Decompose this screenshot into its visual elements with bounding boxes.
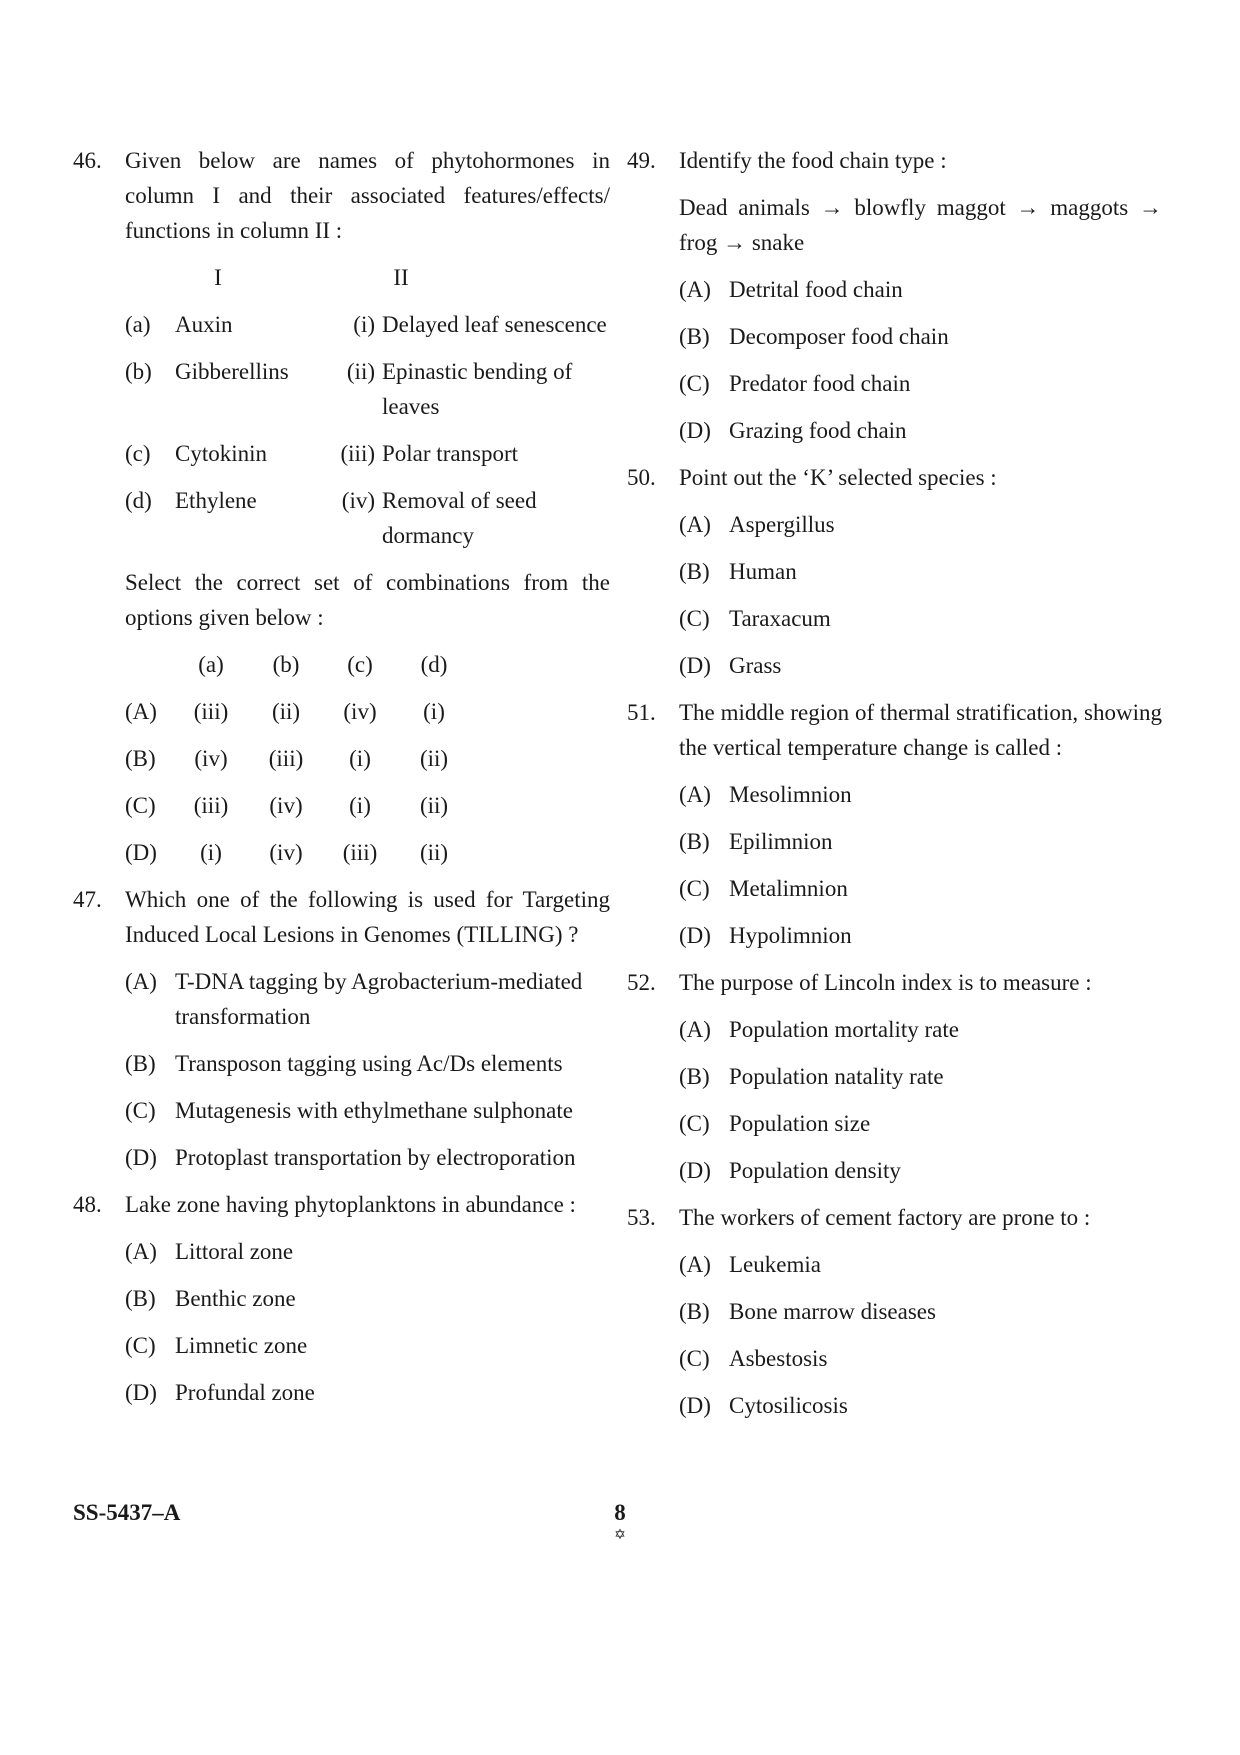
combo-value: (i)	[349, 793, 371, 818]
option-d[interactable]	[679, 1388, 1162, 1423]
combination-header	[125, 647, 610, 682]
option-c[interactable]	[679, 601, 1162, 636]
option-label: (D)	[679, 418, 711, 443]
option-d[interactable]	[679, 413, 1162, 448]
option-a[interactable]	[125, 1234, 610, 1269]
option-text: Population density	[729, 1158, 901, 1183]
hormone-name: Cytokinin	[175, 441, 268, 466]
match-label: (c)	[125, 441, 151, 466]
option-text: Mesolimnion	[729, 782, 852, 807]
combo-value: (i)	[200, 840, 222, 865]
combo-value: (iii)	[342, 840, 378, 865]
option-text: Population size	[729, 1111, 871, 1136]
option-label: (C)	[125, 793, 156, 818]
combo-value: (ii)	[419, 746, 449, 771]
option-a[interactable]	[679, 777, 1162, 812]
effect-text: Epinastic bending of leaves	[382, 359, 573, 419]
question-text: Identify the food chain type :	[679, 148, 947, 173]
question-text: The workers of cement factory are prone to :	[679, 1205, 1091, 1230]
option-label: (A)	[679, 512, 711, 537]
option-b[interactable]	[125, 1281, 610, 1316]
star-icon: ✡	[614, 1528, 626, 1543]
combination-option-c[interactable]	[125, 788, 610, 823]
option-b[interactable]	[679, 554, 1162, 589]
combo-value: (ii)	[419, 840, 449, 865]
option-a[interactable]	[125, 964, 610, 1034]
option-c[interactable]	[125, 1093, 610, 1128]
combo-value: (ii)	[419, 793, 449, 818]
question-text: The middle region of thermal stratification, showing the vertical temperature change is called :	[679, 700, 1162, 760]
option-text: Transposon tagging using Ac/Ds elements	[175, 1051, 563, 1076]
question-52	[627, 965, 1162, 1188]
column-head-ii: II	[393, 265, 409, 290]
option-b[interactable]	[679, 1059, 1162, 1094]
option-text: Population mortality rate	[729, 1017, 959, 1042]
question-49	[627, 143, 1162, 448]
option-label: (C)	[679, 1111, 710, 1136]
option-label: (A)	[125, 699, 157, 724]
question-46	[73, 143, 610, 870]
question-number: 49.	[627, 148, 656, 173]
option-label: (D)	[679, 1393, 711, 1418]
option-label: (B)	[125, 1051, 156, 1076]
hormone-name: Gibberellins	[175, 359, 289, 384]
option-text: Population natality rate	[729, 1064, 944, 1089]
page-number: 8	[614, 1500, 626, 1525]
match-row	[125, 436, 610, 471]
combination-option-a[interactable]	[125, 694, 610, 729]
select-instruction: Select the correct set of combinations from the options given below :	[125, 570, 610, 630]
option-d[interactable]	[679, 918, 1162, 953]
question-number: 47.	[73, 887, 102, 912]
match-label: (a)	[125, 312, 151, 337]
combo-value: (ii)	[271, 699, 301, 724]
option-c[interactable]	[679, 1341, 1162, 1376]
question-number: 52.	[627, 970, 656, 995]
combo-value: (iii)	[193, 793, 229, 818]
option-c[interactable]	[679, 366, 1162, 401]
question-number: 46.	[73, 148, 102, 173]
option-text: Taraxacum	[729, 606, 831, 631]
option-text: Bone marrow diseases	[729, 1299, 936, 1324]
option-text: Grazing food chain	[729, 418, 907, 443]
match-row	[125, 354, 610, 424]
option-text: Profundal zone	[175, 1380, 315, 1405]
option-text: Benthic zone	[175, 1286, 296, 1311]
combo-value: (iv)	[269, 840, 303, 865]
option-label: (B)	[679, 829, 710, 854]
option-label: (C)	[679, 606, 710, 631]
combo-value: (iv)	[343, 699, 377, 724]
option-c[interactable]	[679, 871, 1162, 906]
option-label: (B)	[679, 1064, 710, 1089]
option-b[interactable]	[679, 824, 1162, 859]
effect-text: Delayed leaf senescence	[382, 312, 607, 337]
option-label: (D)	[679, 923, 711, 948]
combo-head: (d)	[420, 652, 448, 677]
option-text: Aspergillus	[729, 512, 835, 537]
option-text: Decomposer food chain	[729, 324, 949, 349]
combo-value: (iv)	[269, 793, 303, 818]
option-b[interactable]	[125, 1046, 610, 1081]
question-text: Lake zone having phytoplanktons in abundance :	[125, 1192, 576, 1217]
option-text: Leukemia	[729, 1252, 821, 1277]
question-text: Given below are names of phytohormones in column I and their associated features/effects/ functions in column II :	[125, 148, 610, 243]
effect-text: Removal of seed dormancy	[382, 488, 537, 548]
option-text: Protoplast transportation by electroporation	[175, 1145, 576, 1170]
option-label: (C)	[679, 876, 710, 901]
question-text: The purpose of Lincoln index is to measure :	[679, 970, 1092, 995]
combo-head: (b)	[272, 652, 300, 677]
question-number: 53.	[627, 1205, 656, 1230]
option-d[interactable]	[125, 1140, 610, 1175]
option-text: Cytosilicosis	[729, 1393, 848, 1418]
question-53	[627, 1200, 1162, 1423]
effect-label: (i)	[353, 312, 375, 337]
match-row	[125, 483, 610, 553]
option-label: (C)	[679, 371, 710, 396]
booklet-code: SS-5437–A	[73, 1500, 181, 1525]
match-label: (b)	[125, 359, 152, 384]
option-b[interactable]	[679, 1294, 1162, 1329]
match-label: (d)	[125, 488, 152, 513]
option-label: (D)	[125, 840, 157, 865]
question-text: Point out the ‘K’ selected species :	[679, 465, 997, 490]
option-label: (C)	[125, 1333, 156, 1358]
option-b[interactable]	[679, 319, 1162, 354]
option-text: Mutagenesis with ethylmethane sulphonate	[175, 1098, 573, 1123]
option-label: (B)	[679, 1299, 710, 1324]
option-label: (B)	[679, 324, 710, 349]
option-label: (A)	[679, 782, 711, 807]
question-text: Which one of the following is used for Targeting Induced Local Lesions in Genomes (TILLING) ?	[125, 887, 610, 947]
option-label: (A)	[679, 277, 711, 302]
option-text: Littoral zone	[175, 1239, 294, 1264]
combo-head: (c)	[347, 652, 373, 677]
option-text: Hypolimnion	[729, 923, 852, 948]
option-a[interactable]	[679, 507, 1162, 542]
option-label: (C)	[125, 1098, 156, 1123]
hormone-name: Ethylene	[175, 488, 257, 513]
option-d[interactable]	[679, 1153, 1162, 1188]
option-text: Epilimnion	[729, 829, 833, 854]
combination-option-d[interactable]	[125, 835, 610, 870]
question-48	[73, 1187, 610, 1410]
combo-value: (i)	[423, 699, 445, 724]
option-c[interactable]	[125, 1328, 610, 1363]
option-label: (D)	[679, 1158, 711, 1183]
option-text: Predator food chain	[729, 371, 911, 396]
food-chain-text: Dead animals → blowfly maggot → maggots → frog → snake	[679, 195, 1162, 255]
option-a[interactable]	[679, 1247, 1162, 1282]
option-label: (B)	[125, 746, 156, 771]
option-label: (A)	[125, 969, 157, 994]
option-c[interactable]	[679, 1106, 1162, 1141]
option-text: Human	[729, 559, 797, 584]
question-51	[627, 695, 1162, 953]
option-text: T-DNA tagging by Agrobacterium-mediated transformation	[175, 969, 583, 1029]
left-column	[73, 143, 610, 1410]
effect-label: (iii)	[340, 441, 375, 466]
option-label: (D)	[125, 1145, 157, 1170]
combo-value: (iii)	[268, 746, 304, 771]
option-text: Metalimnion	[729, 876, 848, 901]
hormone-name: Auxin	[175, 312, 233, 337]
option-text: Asbestosis	[729, 1346, 828, 1371]
match-row	[125, 307, 610, 342]
option-label: (A)	[679, 1017, 711, 1042]
question-number: 51.	[627, 700, 656, 725]
option-label: (C)	[679, 1346, 710, 1371]
option-a[interactable]	[679, 1012, 1162, 1047]
effect-label: (iv)	[341, 488, 375, 513]
combo-value: (iv)	[194, 746, 228, 771]
effect-text: Polar transport	[382, 441, 519, 466]
right-column	[627, 143, 1162, 1423]
question-50	[627, 460, 1162, 683]
option-a[interactable]	[679, 272, 1162, 307]
combination-option-b[interactable]	[125, 741, 610, 776]
question-47	[73, 882, 610, 1175]
option-label: (D)	[125, 1380, 157, 1405]
effect-label: (ii)	[346, 359, 375, 384]
option-label: (D)	[679, 653, 711, 678]
option-d[interactable]	[679, 648, 1162, 683]
combo-head: (a)	[198, 652, 224, 677]
option-label: (B)	[125, 1286, 156, 1311]
option-text: Detrital food chain	[729, 277, 903, 302]
option-label: (A)	[679, 1252, 711, 1277]
question-number: 50.	[627, 465, 656, 490]
option-text: Grass	[729, 653, 782, 678]
match-column-headers	[125, 260, 610, 295]
option-label: (B)	[679, 559, 710, 584]
option-label: (A)	[125, 1239, 157, 1264]
option-text: Limnetic zone	[175, 1333, 308, 1358]
question-number: 48.	[73, 1192, 102, 1217]
combo-value: (i)	[349, 746, 371, 771]
column-head-i: I	[214, 265, 222, 290]
option-d[interactable]	[125, 1375, 610, 1410]
combo-value: (iii)	[193, 699, 229, 724]
